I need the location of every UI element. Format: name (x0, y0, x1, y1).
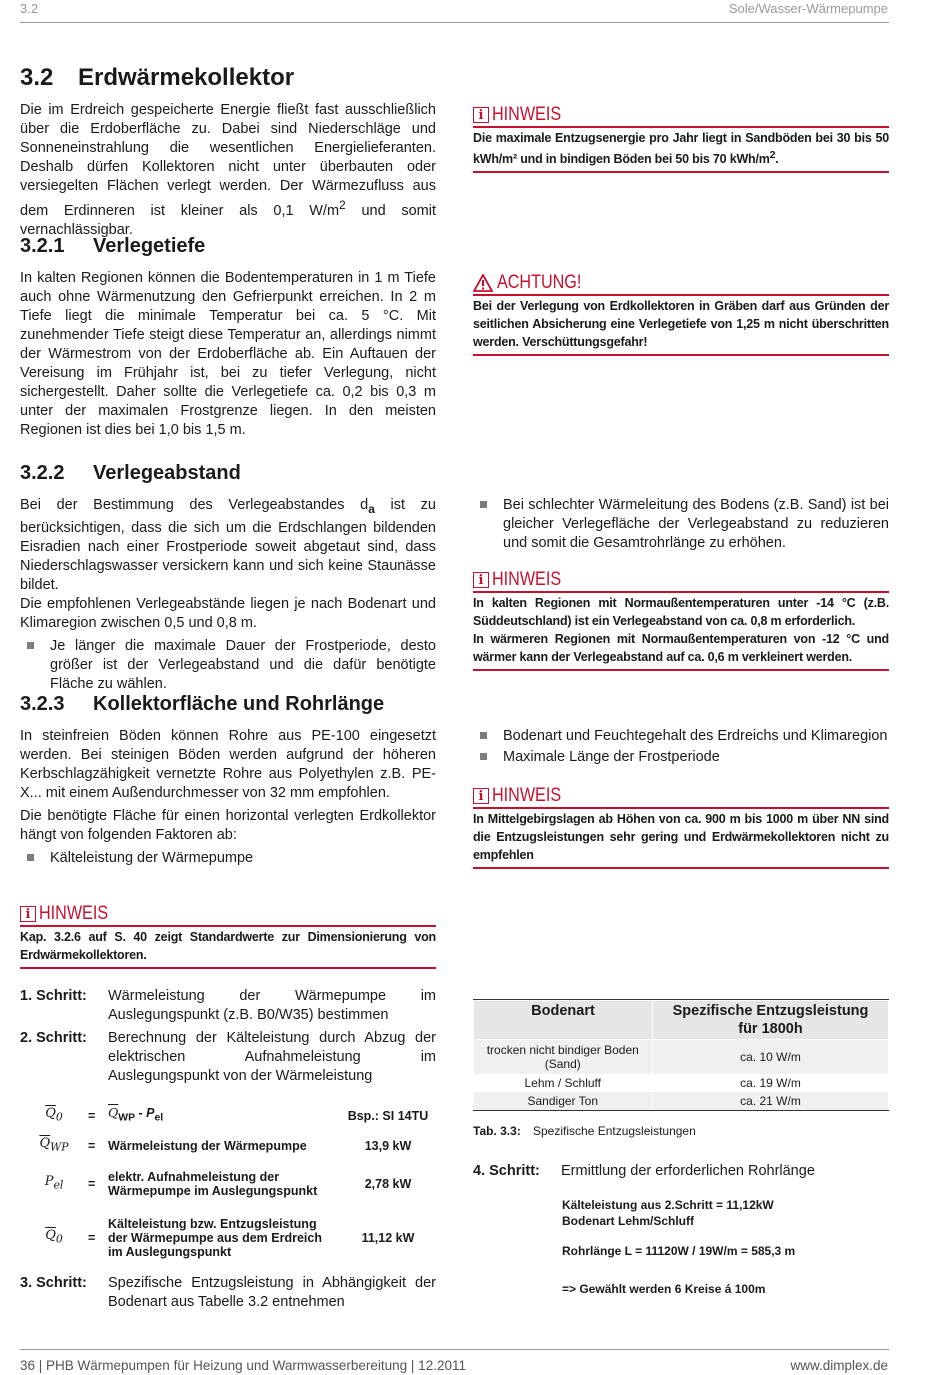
body-text: Die benötigte Fläche für einen horizontal verlegten Erdkollektor hängt von folgenden Faktoren ab: (20, 808, 436, 843)
subscript: WP (50, 1140, 69, 1154)
soil-table-grid (473, 1000, 889, 1110)
formula-row-2 (20, 1137, 438, 1155)
body-text: und somit vernachlässigbar. (20, 202, 436, 238)
step-label: 4. Schritt: (473, 1163, 540, 1179)
list-item (473, 496, 889, 553)
list-item (473, 748, 889, 767)
calculation (562, 1197, 795, 1297)
notice-hinweis-4 (20, 903, 436, 969)
notice-text-part: . (775, 152, 779, 167)
section-number: 3.2.3 (20, 693, 65, 715)
section-title: Verlegeabstand (93, 462, 241, 484)
symbol-q: $\overline{Q}$ (45, 1228, 56, 1244)
section-3-2-3-body (20, 727, 436, 870)
subscript: el (53, 1178, 64, 1192)
table-header-hours: für 1800h (653, 1021, 889, 1040)
bullet-list (473, 496, 889, 553)
table-header-power: Spezifische Entzugsleistung (653, 1001, 889, 1022)
notice-text: In Mittelgebirgslagen ab Höhen von ca. 900 m bis 1000 m über NN sind die Entzugsleistungen sehr gering und Erdwärmekollektoren nicht zu empfehlen (473, 812, 889, 862)
step-label: 2. Schritt: (20, 1030, 87, 1046)
info-icon: i (473, 788, 489, 804)
table-cell-soil: Sandiger Ton (474, 1092, 653, 1110)
subscript: el (154, 1112, 164, 1124)
subscript: 0 (55, 1232, 63, 1246)
section-heading-3-2-3 (20, 693, 384, 716)
step-text: Spezifische Entzugsleistung in Abhängigkeit der Bodenart aus Tabelle 3.2 entnehmen (108, 1275, 436, 1310)
caption-label: Tab. 3.3: (473, 1124, 521, 1138)
equals-sign: = (88, 1108, 96, 1123)
formula-block (20, 1100, 440, 1265)
list-item (20, 849, 436, 868)
equals-sign: = (88, 1138, 96, 1153)
list-item-text: Maximale Länge der Frostperiode (503, 749, 720, 765)
formula-description: elektr. Aufnahmeleistung der Wärmepumpe im Auslegungspunkt (108, 1170, 318, 1198)
bullet-square-icon (480, 501, 487, 508)
caption-text: Spezifische Entzugsleistungen (533, 1124, 696, 1138)
info-icon: i (473, 107, 489, 123)
notice-achtung (473, 272, 889, 356)
formula-symbol (20, 1107, 88, 1125)
footer-rule (20, 1349, 889, 1350)
notice-title: HINWEIS (492, 569, 562, 590)
notice-paragraph: In kalten Regionen mit Normaußentemperaturen unter -14 °C (z.B. Süddeutschland) ist ein Verlegeabstand von ca. 0,8 m erforderlich. (473, 596, 889, 628)
section-3-2-2-body (20, 496, 436, 696)
formula-row-3 (20, 1170, 438, 1198)
notice-bottom-rule (473, 354, 889, 356)
section-3-2-3-right (473, 727, 889, 769)
formula-row-4 (20, 1217, 438, 1259)
body-text: Bei der Bestimmung des Verlegeabstandes d (20, 497, 369, 513)
body-text: In kalten Regionen können die Bodentemperaturen in 1 m Tiefe auch ohne Wärmenutzung den Gefrierpunkt erreichen. In 2 m Tiefe liegt die minimale Temperatur bei ca. 5 °C. Mit zunehmender Tiefe steigt diese Temperatur an, allerdings nimmt der Wärmestrom von der Erdoberfläche ab. Ein Auftauen der Vereisung im Frühjahr ist, bei zu tiefer Verlegung, nicht sichergestellt. Daher sollte die Verlegetiefe ca. 0,2 bis 0,3 m unter der maximalen Frostgrenze liegen. In den meisten Regionen ist dies bei 1,0 bis 1,5 m. (20, 270, 436, 438)
bullet-square-icon (480, 732, 487, 739)
footer-website: www.dimplex.de (790, 1358, 888, 1373)
info-icon: i (473, 572, 489, 588)
list-item-text: Bodenart und Feuchtegehalt des Erdreichs und Klimaregion (503, 728, 888, 744)
body-text: ist zu berücksichtigen, dass die sich um die Erdschlangen bildenden Eisradien nach einer Frostperiode soweit abgetaut sind, dass Niederschlagswasser versickern kann und sich keine Staunässe bildet. (20, 497, 436, 593)
example-label: Bsp.: SI 14TU (347, 1108, 429, 1123)
calc-result: Rohrlänge L = 11120W / 19W/m = 585,3 m (562, 1244, 796, 1258)
table-cell-value: ca. 10 W/m (653, 1040, 889, 1075)
bullet-list (20, 849, 436, 868)
header-rule (20, 22, 889, 23)
minus-sign: - (135, 1106, 147, 1120)
table-caption (473, 1124, 696, 1138)
list-item-text: Bei schlechter Wärmeleitung des Bodens (z.B. Sand) ist bei gleicher Verlegefläche der Verlegeabstand zu reduzieren und somit die Gesamtrohrlänge zu erhöhen. (503, 497, 889, 551)
calc-line: Kälteleistung aus 2.Schritt = 11,12kW (562, 1198, 774, 1212)
subscript: WP (118, 1112, 136, 1124)
notice-paragraph: In wärmeren Regionen mit Normaußentemperaturen von -12 °C und wärmer kann der Verlegeabstand auf ca. 0,6 m verkleinert werden. (473, 632, 889, 664)
section-3-2-body (20, 101, 436, 244)
body-text: In steinfreien Böden können Rohre aus PE-100 eingesetzt werden. Bei steinigen Böden werden aufgrund der höheren Kerbschlagzähigkeit vernetzte Rohre aus Polyethylen z.B. PE-X... mit einem Außendurchmesser von 32 mm empfohlen. (20, 728, 436, 801)
subscript: 0 (55, 1110, 63, 1124)
header-section-number: 3.2 (20, 1, 39, 16)
footer-info: 36 | PHB Wärmepumpen für Heizung und Warmwasserbereitung | 12.2011 (20, 1358, 466, 1373)
formula-symbol (20, 1175, 88, 1193)
formula-expression (108, 1106, 338, 1126)
notice-title: HINWEIS (492, 104, 562, 125)
table-header-row (474, 1001, 889, 1022)
steps-1-2 (20, 987, 436, 1090)
notice-text: Kap. 3.2.6 auf S. 40 zeigt Standardwerte zur Dimensionierung von Erdwärmekollektoren. (20, 930, 436, 962)
section-3-2-2-right (473, 496, 889, 555)
table-row (474, 1074, 889, 1092)
table-cell-soil: trocken nicht bindiger Boden (Sand) (474, 1040, 653, 1075)
symbol-q: $\overline{Q}$ (45, 1105, 56, 1121)
formula-symbol (20, 1137, 88, 1155)
list-item-text: Je länger die maximale Dauer der Frostperiode, desto größer ist der Verlegeabstand und die dafür benötigte Fläche zu wählen. (50, 637, 436, 692)
bullet-list (473, 727, 889, 767)
superscript: 2 (339, 198, 346, 212)
step-label: 1. Schritt: (20, 988, 87, 1004)
section-heading-3-2-2 (20, 462, 241, 485)
superscript: 2 (769, 150, 776, 161)
formula-value: 13,9 kW (364, 1138, 412, 1153)
notice-hinweis-3 (473, 785, 889, 869)
notice-title: HINWEIS (39, 903, 109, 924)
list-item (473, 727, 889, 746)
table-cell-soil: Lehm / Schluff (474, 1074, 653, 1092)
formula-symbol (20, 1229, 88, 1247)
soil-table (473, 999, 889, 1111)
bullet-square-icon (480, 753, 487, 760)
equals-sign: = (88, 1231, 96, 1245)
step-text: Berechnung der Kälteleistung durch Abzug der elektrischen Aufnahmeleistung im Auslegungspunkt von der Wärmeleistung (108, 1030, 436, 1084)
calc-conclusion: => Gewählt werden 6 Kreise á 100m (562, 1282, 766, 1296)
step-4 (473, 1163, 815, 1179)
notice-text (473, 128, 889, 171)
symbol-q: $\overline{Q}$ (108, 1105, 119, 1120)
table-row (474, 1092, 889, 1110)
symbol-p: P (146, 1106, 155, 1120)
formula-description: Wärmeleistung der Wärmepumpe (108, 1138, 307, 1153)
section-heading-3-2 (20, 64, 294, 92)
bullet-list (20, 637, 436, 694)
list-item (20, 637, 436, 694)
notice-hinweis-2 (473, 569, 889, 671)
symbol-p: P (44, 1174, 54, 1190)
formula-description: Kälteleistung bzw. Entzugsleistung der Wärmepumpe aus dem Erdreich im Auslegungspunkt (108, 1217, 322, 1259)
formula-row-1 (20, 1106, 438, 1126)
table-cell-value: ca. 19 W/m (653, 1074, 889, 1092)
table-header-soil: Bodenart (474, 1001, 653, 1040)
section-number: 3.2.1 (20, 235, 65, 257)
warning-icon (473, 274, 493, 292)
notice-text (473, 593, 889, 669)
notice-bottom-rule (473, 867, 889, 869)
bullet-square-icon (27, 642, 34, 649)
notice-bottom-rule (473, 669, 889, 671)
body-text: Die empfohlenen Verlegeabstände liegen je nach Bodenart und Klimaregion zwischen 0,5 und 0,8 m. (20, 595, 436, 631)
table-cell-value: ca. 21 W/m (653, 1092, 889, 1110)
step-label: 3. Schritt: (20, 1275, 87, 1291)
section-number: 3.2.2 (20, 462, 65, 484)
info-icon: i (20, 906, 36, 922)
section-title: Verlegetiefe (93, 235, 206, 257)
section-3-2-1-body (20, 269, 436, 444)
step-text: Ermittlung der erforderlichen Rohrlänge (561, 1163, 815, 1179)
body-text: Die im Erdreich gespeicherte Energie fließt fast ausschließlich über die Erdoberfläche zu. Dabei sind Niederschläge und Sonneneinstrahlung die wesentlichen Energielieferanten. Deshalb dürfen Kollektoren nicht unter überbauten oder versiegelten Flächen verlegt werden. Der Wärmezufluss aus dem Erdinneren ist kleiner als 0,1 W/m (20, 102, 436, 219)
formula-value: 11,12 kW (361, 1231, 415, 1245)
list-item-text: Kälteleistung der Wärmepumpe (50, 850, 254, 866)
subscript: a (368, 501, 375, 516)
calc-line: Bodenart Lehm/Schluff (562, 1214, 695, 1228)
section-heading-3-2-1 (20, 235, 205, 258)
section-number: 3.2 (20, 64, 54, 91)
bullet-square-icon (27, 854, 34, 861)
notice-bottom-rule (473, 171, 889, 173)
notice-text-part: Die maximale Entzugsenergie pro Jahr liegt in Sandböden bei 30 bis 50 kWh/m² und in bindigen Böden bei 50 bis 70 kWh/m (473, 131, 889, 167)
step-2 (20, 1029, 436, 1086)
table-row (474, 1040, 889, 1075)
symbol-q: $\overline{Q}$ (39, 1136, 51, 1151)
notice-bottom-rule (20, 967, 436, 969)
notice-title: ACHTUNG! (497, 272, 582, 293)
notice-text: Bei der Verlegung von Erdkollektoren in Gräben darf aus Gründen der seitlichen Absicherung eine Verlegetiefe von 1,25 m nicht überschritten werden. Verschüttungsgefahr! (473, 299, 889, 349)
notice-hinweis-1 (473, 104, 889, 173)
step-3 (20, 1274, 436, 1316)
header-chapter-title: Sole/Wasser-Wärmepumpe (728, 1, 888, 16)
step-text: Wärmeleistung der Wärmepumpe im Auslegungspunkt (z.B. B0/W35) bestimmen (108, 988, 436, 1023)
section-title: Erdwärmekollektor (78, 64, 295, 91)
section-title: Kollektorfläche und Rohrlänge (93, 693, 385, 715)
step-1 (20, 987, 436, 1025)
formula-value: 2,78 kW (364, 1177, 412, 1191)
notice-title: HINWEIS (492, 785, 562, 806)
equals-sign: = (88, 1177, 96, 1191)
